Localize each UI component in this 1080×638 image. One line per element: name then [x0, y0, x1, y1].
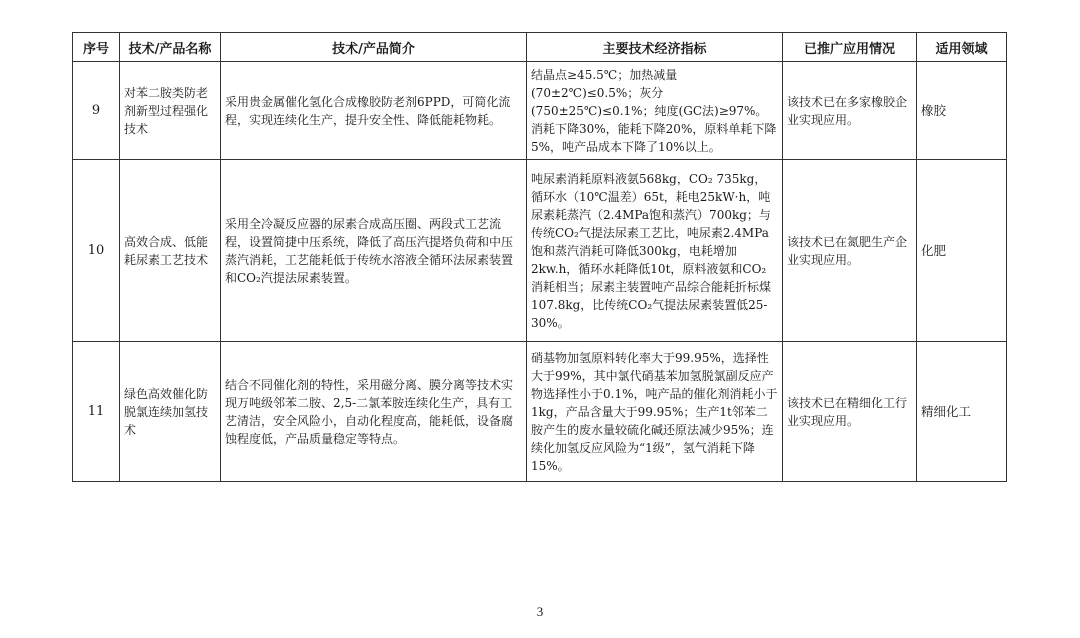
tech-indicators: 硝基物加氢原料转化率大于99.95%，选择性大于99%，其中氯代硝基苯加氢脱氯副反应产物选择性小于0.1%，吨产品的催化剂消耗小于1kg，产品含量大于99.95%；生产1t邻苯二胺产生的废水量较硫化碱还原法减少95%；连续化加氢反应风险为“1级”，氢气消耗下降15%。: [527, 342, 783, 482]
promotion-status: 该技术已在精细化工行业实现应用。: [783, 342, 917, 482]
table-row: [73, 160, 1007, 342]
row-number: 10: [73, 160, 120, 342]
tech-name: 高效合成、低能耗尿素工艺技术: [120, 160, 221, 342]
page-number: 3: [536, 604, 544, 619]
header-name: 技术/产品名称: [120, 33, 221, 62]
table-header-row: [73, 33, 1007, 62]
promotion-status: 该技术已在多家橡胶企业实现应用。: [783, 62, 917, 160]
header-field: 适用领域: [917, 33, 1007, 62]
header-index: 序号: [73, 33, 120, 62]
tech-intro: 采用贵金属催化氢化合成橡胶防老剂6PPD，可简化流程，实现连续化生产，提升安全性、降低能耗物耗。: [221, 62, 527, 160]
application-field: 精细化工: [917, 342, 1007, 482]
tech-indicators: 吨尿素消耗原料液氨568kg，CO₂ 735kg，循环水（10℃温差）65t，耗电25kW·h，吨尿素耗蒸汽（2.4MPa饱和蒸汽）700kg；与传统CO₂气提法尿素工艺比，吨尿素2.4MPa饱和蒸汽消耗可降低300kg，电耗增加2kw.h，循环水耗降低10t，原料液氨和CO₂消耗相当；尿素主装置吨产品综合能耗折标煤107.8kg，比传统CO₂气提法尿素装置低25-30%。: [527, 160, 783, 342]
promotion-status: 该技术已在氮肥生产企业实现应用。: [783, 160, 917, 342]
row-number: 9: [73, 62, 120, 160]
tech-indicators: 结晶点≥45.5℃；加热减量(70±2℃)≤0.5%；灰分(750±25℃)≤0.1%；纯度(GC法)≥97%。消耗下降30%，能耗下降20%，原料单耗下降5%，吨产品成本下降了10%以上。: [527, 62, 783, 160]
tech-intro: 结合不同催化剂的特性，采用磁分离、膜分离等技术实现万吨级邻苯二胺、2,5-二氯苯胺连续化生产，具有工艺清洁，安全风险小，自动化程度高，能耗低，设备腐蚀程度低，产品质量稳定等特点。: [221, 342, 527, 482]
header-indicators: 主要技术经济指标: [527, 33, 783, 62]
technology-table: [72, 32, 1007, 482]
application-field: 橡胶: [917, 62, 1007, 160]
header-status: 已推广应用情况: [783, 33, 917, 62]
table-row: [73, 342, 1007, 482]
header-intro: 技术/产品简介: [221, 33, 527, 62]
table-row: [73, 62, 1007, 160]
tech-name: 绿色高效催化防脱氯连续加氢技术: [120, 342, 221, 482]
row-number: 11: [73, 342, 120, 482]
tech-intro: 采用全冷凝反应器的尿素合成高压圈、两段式工艺流程，设置简捷中压系统，降低了高压汽提塔负荷和中压蒸汽消耗，工艺能耗低于传统水溶液全循环法尿素装置和CO₂汽提法尿素装置。: [221, 160, 527, 342]
application-field: 化肥: [917, 160, 1007, 342]
tech-name: 对苯二胺类防老剂新型过程强化技术: [120, 62, 221, 160]
